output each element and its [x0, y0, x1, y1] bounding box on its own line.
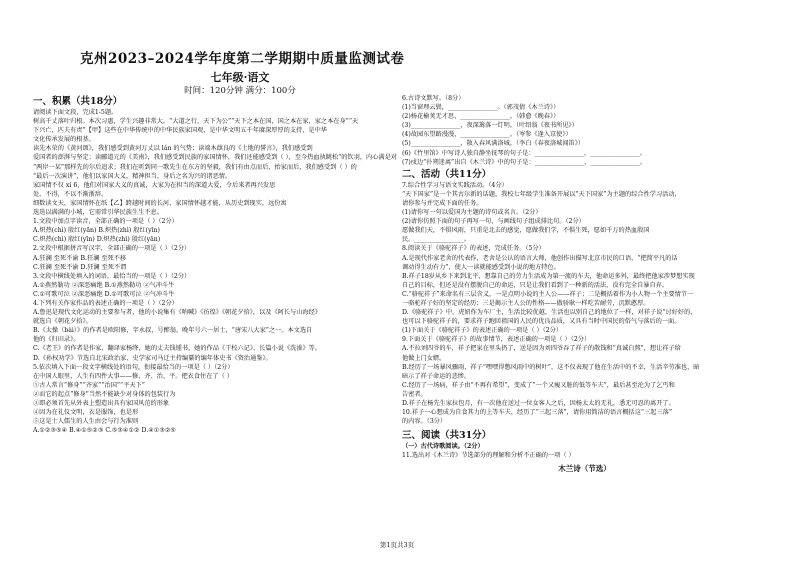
- text-line: A.①②③⑤④ B.④①⑤②③ C.⑤③④①② D.④①③②⑤: [33, 427, 176, 435]
- text-line: C.《老王》的作者是作家、翻译家杨绛，她的丈夫钱锺书，她的作品《干校六记》、长篇小说《洗澡》等。: [33, 345, 322, 353]
- activity-line: 调动得生动有力”，使人一读就能感受到小说的地方特色。: [402, 263, 560, 271]
- activity-line: A.不拉刘四爷的车，祥子把家在里头扔了，送是因为刘四爷吞了祥子的散钱和“真诚白熬”，想让祥子给: [402, 345, 681, 353]
- dictation-line: (3)________________，夜深篱落一灯明。（叶绍翁《夜书所见》）: [402, 122, 578, 130]
- activity-line: D.祥子在杨先生家拉包月，有一次他在送过一位女客人之后，因杨太太的无礼，悉无可忍的离开了。: [402, 400, 675, 407]
- text-line: 读先木荣的《黄河颂》，我们感受到黄河万丈以 lán 的气势；读端木蕻良的《土地的誓言》，我们感受到: [33, 145, 313, 153]
- text-line: 5.依次填入下面一段文字横线处的语句，衔接最恰当的一项是（ ）（2分）: [33, 363, 234, 371]
- activity-line: D.《骆驼祥子》中，虎妞作为车厂主，生活比较优越，生活也以别自己的地位了一样，对祥子说“讨好好的，: [402, 309, 697, 317]
- text-line: ①古人常言“修身”“齐家”“治国”“平天下”: [33, 381, 145, 389]
- text-line: 2.文段中根据拼音写汉字，全部正确的一项是（ ）（2分）: [33, 245, 191, 253]
- activity-line: C.“骆驼祥子”来命名有三层含义，一是点明小说的主人公——祥子；二是概括着作为小人物一个主要情节一: [402, 290, 694, 298]
- activity-line: 的内容。（3分）: [402, 418, 447, 426]
- question-11: 11.选出对《木兰诗》节选部分的理解和分析不正确的一项（ ）: [402, 452, 575, 460]
- text-line: 家国情不仅 xí 6，他们对国家大义的真诚，大家为在担当的深道大爱，令后来者再兴发思: [33, 181, 276, 189]
- dictation-line: (6)《竹里馆》中写诗人独自静坐抚琴的句子是：________________，________________。: [402, 149, 646, 157]
- text-line: 在中国人眼里，人生有四件大事——修、齐、治、平。把衣食住在了（ ）: [33, 372, 233, 380]
- text-line: B.《太操（bài）》的作者是欧阳修，字永叔，号醉翁，晚年号六一居士，“唐宋八大家”之一。本文选自: [33, 327, 313, 335]
- activity-line: (2)请你仿照下面的句子再写一句，与画线句子组成排比句。（2分）: [402, 218, 585, 226]
- text-line: ②而它的起点“修身”当然不能缺少对身体的包装行为: [33, 390, 176, 398]
- text-line: C.炽热(chì) 殷红(yīn) D.炽热(zhì) 殷红(yān): [33, 236, 161, 244]
- activity-line: 告密者。: [402, 390, 427, 398]
- activity-line: (1)下面关于《骆驼祥子》的表述正确的一项是（ ）（2分）: [402, 327, 563, 335]
- activity-line: 暗示了祥子命运的悲惨。: [402, 372, 471, 380]
- exam-meta: 时间：120分钟 满分：100分: [184, 86, 296, 96]
- text-line: 细数读文天，家国情怀在纸【乙】跨越时间的长河，家国情怀越才能，从历史到现实，远份寓: [33, 199, 287, 207]
- text-line: 迭迭以满满的小城，它需常引华民族生生不息。: [33, 209, 163, 217]
- text-line: 树高千丈落叶归根。本次习惠，学生兴趣非常大。“大道之行，天下为公”“天下之本在国，国之本在家，家之本在身”“天: [33, 118, 359, 126]
- activity-line: “天下国家”是一个其古尔新的话题，我校七年级学生准备开展以“天下国家”为主题的综合性学习活动，: [402, 190, 681, 198]
- text-line: “最后一次演讲”，他们以家国大义，精神担当，身后之名为兴的诸恶情。: [33, 172, 232, 180]
- text-line: A.①燕然勒功 ②深恶痛绝 B.①燕然勒功 ②气冲斗牛: [33, 281, 175, 289]
- dictation-line: (5)________________，散入春风满洛城。（李白《春夜洛城闻笛》）: [402, 140, 585, 148]
- text-line: ⑤这是士人儒生的人生由会与行为准则: [33, 418, 139, 426]
- activity-line: A.是现代作家老舍的代表作，老舍是公认的语言大师，他创作出描写北京市民的口语，“把简平凡的话: [402, 254, 678, 262]
- activity-line: 一骆驼祥子好的坚定的经历；三是揭示主人公的性格——傲骄耿一样吃苦耐劳，沉默憨厚。: [402, 299, 650, 307]
- dictation-line: (4)故园东望路漫漫，________________。（岑参《逢入京使》）: [402, 131, 572, 139]
- text-line: 请阅读下面文段，完成1-5题。: [33, 109, 118, 116]
- activity-line: 8.阅读关于《骆驼祥子》的表述，完成任务。（5分）: [402, 245, 545, 253]
- activity-line: 也可以下骆驼祥子的，要求祥子跑回祖国的人民的优良品质，又具有当时中国民的俗气与落后的一面。: [402, 318, 681, 326]
- page-title: 克州2023–2024学年度第二学期期中质量监测试卷: [80, 51, 405, 67]
- text-line: 他的《归田录》。: [33, 336, 80, 344]
- section-heading-accumulation: 一、积累（共18分）: [33, 96, 123, 107]
- page-footer: 第1页共3页: [379, 541, 415, 549]
- activity-line: 7.综合性学习与语文实践活动。（4分）: [402, 181, 508, 189]
- sub-heading-poetry: （一）古代诗歌阅读。（2分）: [402, 443, 484, 451]
- text-line: A.狂澜 至死不渝 B.狂澜 至死不移: [33, 254, 127, 262]
- right-column: [402, 94, 767, 474]
- text-line: 1.文段中加点字读音，全部正确的一项是（ ）（2分）: [33, 218, 178, 226]
- section-heading-activity: 二、活动（共11分）: [402, 168, 492, 180]
- poetry-dictation-block: [402, 94, 767, 167]
- text-line: ④因为在礼仪文明，衣是服饰，也是形: [33, 409, 139, 417]
- text-line: 文化传承发展的根基。: [33, 136, 95, 144]
- dictation-line: (7)戍边“扑朔迷离”出自《木兰诗》中的句子是：________________，________________。: [402, 158, 647, 166]
- text-line: ③即必须首先从外表上塑造出具有家国风范的形象: [33, 400, 170, 407]
- poem-title: 木兰诗（节选）: [558, 464, 611, 474]
- text-line: 3.文段中横线处填入的词语，最恰当的一项是（ ）（2分）: [33, 272, 191, 280]
- text-line: “两岸一某”那样先的尔后追求；我们在听到同一歌先生在东方的坚毅，我们有由点而后，抬家而后，我们感受到（ ）的: [33, 163, 357, 171]
- activity-line: 9.下面关于《骆驼祥子》的故事情节，表述正确的一项是（ ）（2分）: [402, 336, 591, 344]
- activity-line: 民。________________。: [402, 236, 471, 244]
- text-line: 爱国者的澎湃与坚定；读郦道元的《美南》，我们感受到民族的家国情怀，我们还能感受到（ ），至今热血执眺松“的钦羽，内心满是对: [33, 154, 397, 162]
- text-line: A.炽热(chì) 殷红(yān) B.炽热(zhì) 殷红(yīn): [33, 227, 160, 235]
- activity-line: 愿做我们天，不惧风雨，只重是北去的感觉，愿做我们学，不惧生死，愿如千万的热血殷国: [402, 227, 650, 235]
- activity-line: B.经历了一场暴风骤雨，祥子“嘿嘿得憋风雨中的树叶”，这不仅表现了他在生活中的不幸，生活辛劳准也，暗: [402, 363, 700, 371]
- activity-line: (1)请你写一句以爱国为主题的诗句或名言。（2分）: [402, 209, 542, 217]
- activity-line: 10.祥子一心想成为自食其力的上等车夫，经历了“三起三落”，请你用简洁的语言概括这“三起三落”: [402, 409, 672, 417]
- left-column: [33, 96, 398, 435]
- activity-line: 他做上门女婿。: [402, 354, 446, 362]
- subject-title: 七年级·语文: [210, 71, 270, 84]
- dictation-line: (1)当窗理云鬓，________________。（郭茂倩《木兰诗》）: [402, 104, 560, 112]
- text-line: 下兴亡，匹夫有责”【甲】这些在中华传统中的中华民族家国观，是中华文明五千年赓深厚厚的支持，是中华: [33, 127, 327, 135]
- text-line: 4.下列有关作家作品的表述正确的一项是（ ）（2分）: [33, 299, 178, 307]
- activity-line: C.经历了一场病，祥子由“不再有希望”，变成了“一个又瘦又脏的低等车夫”，最后甚至沦为了乞丐和: [402, 381, 675, 389]
- dictation-line: (2)杨花榆荚无才思，________________。（韩愈《晚春》）: [402, 113, 560, 121]
- text-line: C.①可歌可泣 ②深恶痛绝 D.①可歌可泣 ②气冲斗牛: [33, 290, 175, 298]
- left-text-block: [33, 108, 398, 435]
- activity-line: B.祥子18岁从乡下来到北平，想靠自己的劳力生活成为第一流的车夫，他命运多舛，最终把他家涉梦想实现: [402, 272, 695, 280]
- dictation-line: 6.古诗文默写。（8分）: [402, 95, 465, 102]
- activity-block: [402, 181, 767, 427]
- text-line: D.《孙权劝学》节选自北宋政治家、史学家司马迁主持编纂的编年体史书《资治通鉴》。: [33, 354, 272, 362]
- activity-line: 请你参与并完成下面的任务。: [402, 199, 483, 207]
- activity-line: 自己的目标，但还是没有摆脱自己的命运，只是让我们看到了一种新的活法，没有完全自暴自弃。: [402, 281, 669, 289]
- text-line: A.鲁迅是现代文化运动的主要参与者，他的小说集有《呐喊》《彷徨》《朝花夕拾》，以及《阿长与山海经》: [33, 309, 321, 317]
- text-line: 就选自《朝花夕拾》。: [33, 318, 92, 326]
- text-line: C.狂澜 至死不渝 D.狂澜 至死不谓: [33, 263, 127, 271]
- text-line: 处，不得，不以不渐浙辞。: [33, 190, 108, 198]
- section-heading-reading: 三、阅读（共31分）: [402, 430, 492, 442]
